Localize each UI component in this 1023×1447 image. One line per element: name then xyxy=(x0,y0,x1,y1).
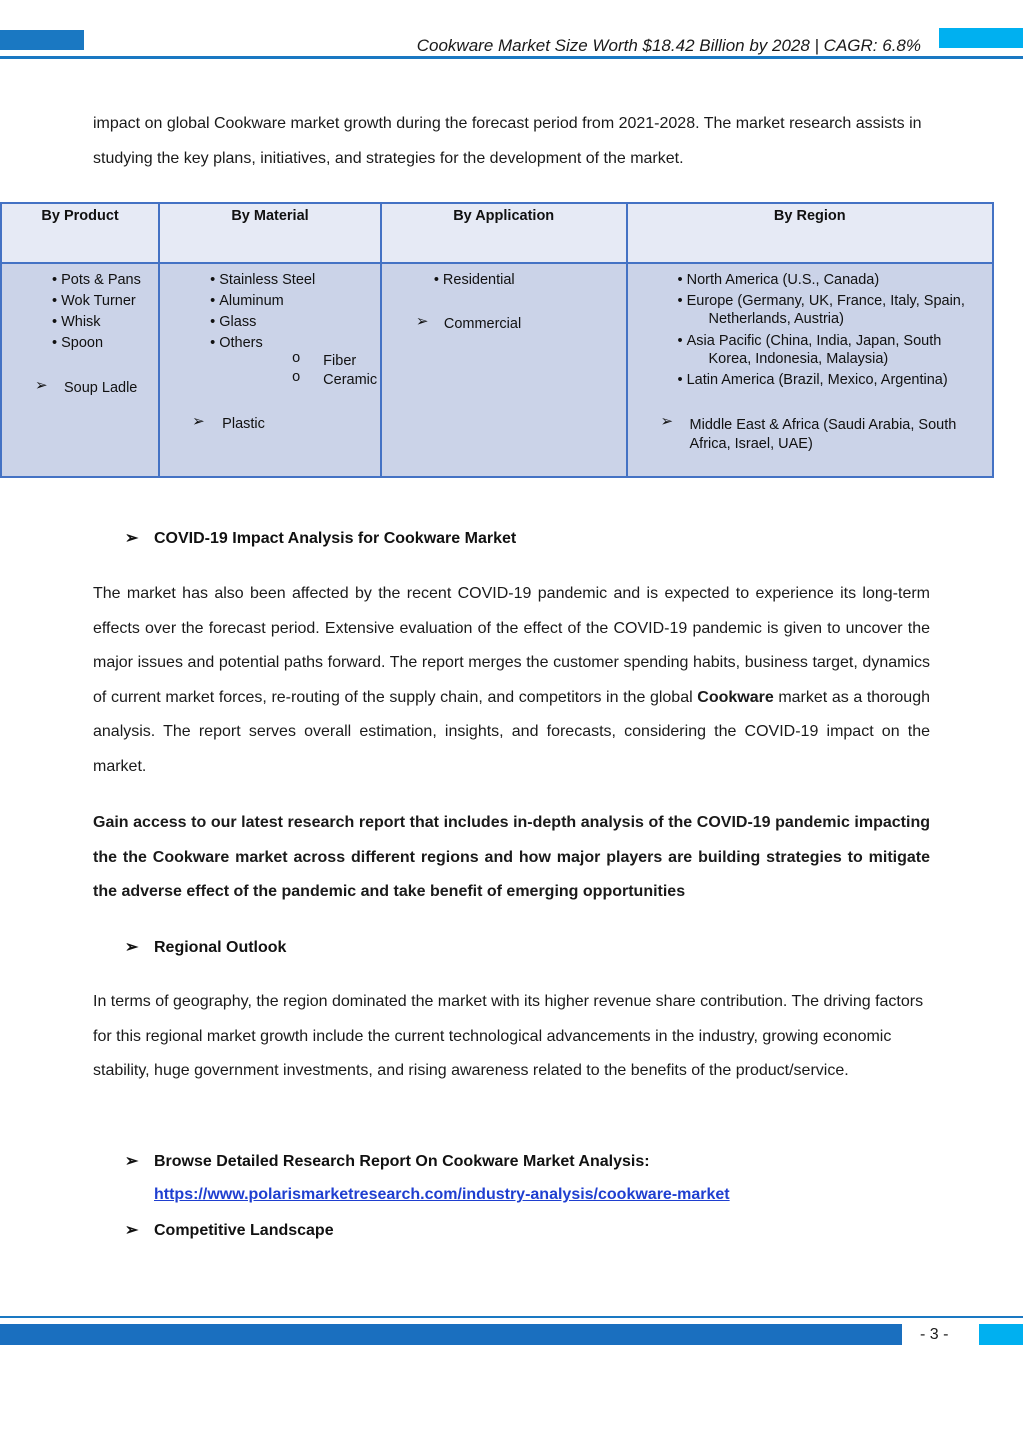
header-rule xyxy=(0,56,1023,59)
arrow-bullet-icon: ➢ xyxy=(125,1222,139,1239)
regional-paragraph: In terms of geography, the region dominated the market with its higher revenue share contribution. The driving factors for this regional market growth include the current technological advancements in the industry, growing economic stability, huge government investments, and rising awareness related to the benefits of the product/service. xyxy=(93,993,924,1080)
segmentation-table xyxy=(0,202,994,478)
list-item: • Stainless Steel xyxy=(210,270,315,291)
list-item: • Latin America (Brazil, Mexico, Argentina) xyxy=(678,370,948,391)
list-item: • Others xyxy=(210,333,263,354)
list-item: • Spoon xyxy=(52,333,103,354)
competitive-heading: ➢ Competitive Landscape xyxy=(125,1222,334,1239)
header-title: Cookware Market Size Worth $18.42 Billion by 2028 | CAGR: 6.8% xyxy=(416,36,921,55)
circle-bullet-icon: o xyxy=(292,350,301,366)
page-number: - 3 - xyxy=(920,1326,949,1343)
list-item: • Aluminum xyxy=(210,291,284,312)
list-item: Plastic xyxy=(222,416,265,432)
report-link[interactable]: https://www.polarismarketresearch.com/industry-analysis/cookware-market xyxy=(154,1186,730,1203)
list-item: • Asia Pacific (China, India, Japan, South xyxy=(678,331,942,352)
product-cell xyxy=(1,263,159,477)
footer-right-accent xyxy=(979,1324,1023,1345)
covid-heading: ➢ COVID-19 Impact Analysis for Cookware Market xyxy=(125,530,517,547)
list-item: Fiber xyxy=(323,353,357,369)
browse-heading: ➢ Browse Detailed Research Report On Cookware Market Analysis: xyxy=(125,1153,650,1170)
covid-cta: Gain access to our latest research report that includes in-depth analysis of the COVID-19 pandemic impacting the the Cookware market across different regions and how major players are building strategies to mitigate the adverse effect of the pandemic and take benefit of emerging opportunities xyxy=(93,814,930,901)
arrow-bullet-icon: ➢ xyxy=(125,530,139,547)
list-item: • Whisk xyxy=(52,312,101,333)
header-right-accent xyxy=(939,28,1023,48)
arrow-bullet-icon: ➢ xyxy=(125,1153,139,1170)
arrow-bullet-icon: ➢ xyxy=(125,939,139,956)
material-cell xyxy=(159,263,381,477)
list-item-continued: Africa, Israel, UAE) xyxy=(689,436,813,452)
list-item: Middle East & Africa (Saudi Arabia, South xyxy=(689,417,957,433)
table-header-region: By Region xyxy=(627,203,993,263)
regional-heading: ➢ Regional Outlook xyxy=(125,939,287,956)
list-item: Commercial xyxy=(443,316,522,332)
region-cell xyxy=(627,263,993,477)
arrow-bullet-icon: ➢ xyxy=(660,413,674,430)
table-header-application: By Application xyxy=(381,203,627,263)
list-item-continued: Korea, Indonesia, Malaysia) xyxy=(708,351,889,367)
list-item: • Wok Turner xyxy=(52,291,136,312)
list-item: • Glass xyxy=(210,312,256,333)
application-cell xyxy=(381,263,627,477)
arrow-bullet-icon: ➢ xyxy=(35,377,48,394)
footer-bar xyxy=(0,1324,902,1345)
table-header-material: By Material xyxy=(159,203,381,263)
cookware-bold: Cookware xyxy=(697,688,774,706)
list-item: • Residential xyxy=(434,270,515,291)
list-item: • North America (U.S., Canada) xyxy=(678,270,880,291)
list-item-continued: Netherlands, Austria) xyxy=(708,311,844,327)
intro-paragraph: impact on global Cookware market growth during the forecast period from 2021-2028. The market research assists in studying the key plans, initiatives, and strategies for the development of the market. xyxy=(93,115,922,167)
list-item: Ceramic xyxy=(323,372,378,388)
arrow-bullet-icon: ➢ xyxy=(415,313,429,330)
list-item: • Pots & Pans xyxy=(52,270,141,291)
arrow-bullet-icon: ➢ xyxy=(192,413,205,430)
circle-bullet-icon: o xyxy=(292,369,301,385)
list-item: Soup Ladle xyxy=(64,380,138,396)
list-item: • Europe (Germany, UK, France, Italy, Spain, xyxy=(678,291,965,312)
table-header-product: By Product xyxy=(1,203,159,263)
footer-rule xyxy=(0,1316,1023,1318)
header-left-accent xyxy=(0,30,84,50)
covid-paragraph: The market has also been affected by the recent COVID-19 pandemic and is expected to experience its long-term effects over the forecast period. Extensive evaluation of the effect of the COVID-19 pandemic is given to uncover the major issues and potential paths forward. The report merges the customer spending habits, business target, dynamics of current market forces, re-routing of the supply chain, and competitors in the global Cookware market as a thorough analysis. The report serves overall estimation, insights, and forecasts, considering the COVID-19 impact on the market. xyxy=(93,585,930,775)
